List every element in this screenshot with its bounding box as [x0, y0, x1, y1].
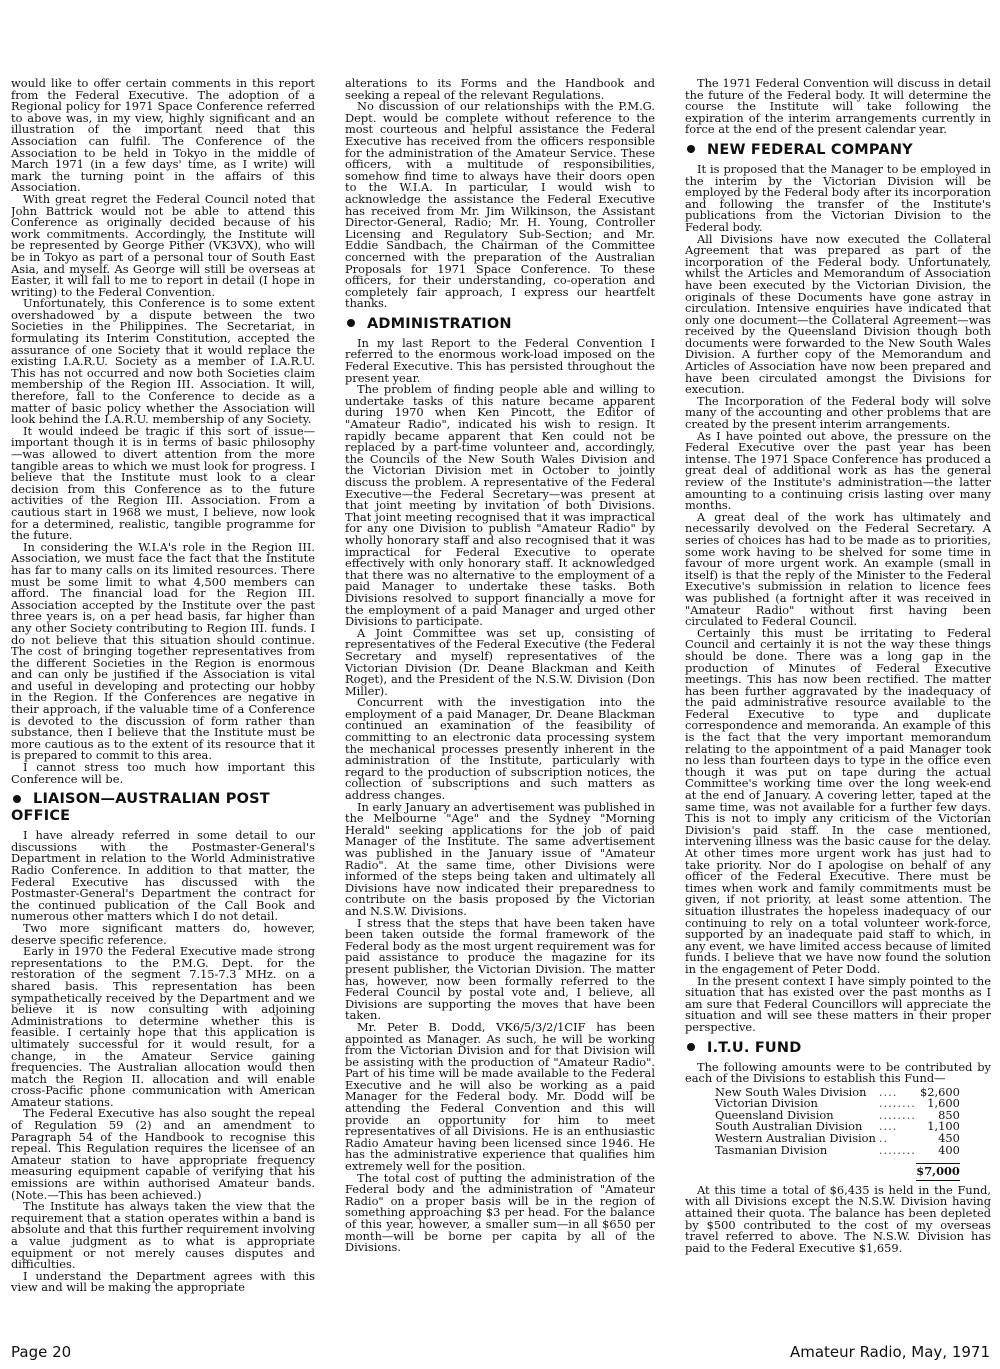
section-heading-text: NEW FEDERAL COMPANY — [707, 141, 913, 158]
publication-info: Amateur Radio, May, 1971 — [789, 1343, 990, 1361]
section-heading-liaison — [11, 791, 315, 825]
paragraph: Concurrent with the investigation into the employment of a paid Manager, Dr. Deane Blackman continued an examination of the feasibility of committing to an electronic data processing system the mechanical processes presently inherent in the administration of the Institute, particularly with regard to the production of subscription notices, the collection of subscriptions and such matters as address changes. — [345, 695, 655, 803]
paragraph: It would indeed be tragic if this sort of issue—important though it is in terms of basic philosophy—was allowed to divert attention from the more tangible areas to which we must look for progress. I believe that the Institute must look to a clear decision from this Conference as to the future activities of the Region III. Association. From a cautious start in 1968 we must, I believe, now look for a determined, realistic, tangible programme for the future. — [11, 423, 315, 543]
division-amount: $2,600 — [920, 1084, 960, 1099]
text-column-3 — [685, 78, 991, 1340]
paragraph: I understand the Department agrees with this view and will be making the appropriate — [11, 1268, 315, 1295]
paragraph: In the present context I have simply pointed to the situation that has existed over the past months as I am sure that Federal Councillors will appreciate the situation and will see these matters in their proper perspective. — [685, 973, 991, 1034]
leader-dots: ........ — [878, 1107, 916, 1122]
paragraph: I cannot stress too much how important this Conference will be. — [11, 760, 315, 786]
paragraph: The Incorporation of the Federal body will solve many of the accounting and other problems that are created by the present interim arrangements. — [685, 393, 991, 432]
section-heading-new-federal-company — [685, 142, 991, 159]
division-amount: 400 — [938, 1142, 960, 1157]
leader-dots: .... — [878, 1084, 898, 1099]
division-name: Victorian Division — [715, 1096, 818, 1111]
paragraph: Unfortunately, this Conference is to some extent overshadowed by a dispute between the two Societies in the Philippines. The Secretariat, in formulating its Interim Constitution, accepted the assurance of one Society that it would replace the existing I.A.R.U. Society as a member of I.A.R.U. This has not occurred and now both Societies claim membership of the Region III. Association. It will, therefore, fall to the Conference to decide as a matter of basic policy whether the Association will look behind the I.A.R.U. membership of any Society. — [11, 296, 315, 427]
paragraph: Early in 1970 the Federal Executive made strong representations to the P.M.G. Dept. for the restoration of the segment 7.15-7.3 MHz. on a shared basis. This representation has been sympathetically received by the Department and we believe it is now consulting with adjoining Administrations to determine whether this is feasible. I certainly hope that this application is ultimately successful for it would result, for a change, in the Amateur Service gaining frequencies. The Australian allocation would then match the Region II. allocation and will enable cross-Pacific phone communication with American Amateur stations. — [11, 944, 315, 1109]
leader-dots: .. — [878, 1131, 889, 1146]
paragraph: Certainly this must be irritating to Federal Council and certainly it is not the way these things should be done. There was a long gap in the production of Minutes of Federal Executive meetings. This has now been rectified. The matter has been further aggravated by the inadequacy of the paid administrative resource available to the Federal Executive to type and duplicate correspondence and memoranda. An example of this is the fact that the very important memorandum relating to the appointment of a paid Manager took no less than fourteen days to type in the office even though it was put on tape during the actual Committee's working time over the long week-end at the end of January. A covering letter, taped at the same time, was not available for a further few days. This is not to imply any criticism of the Victorian Division's paid staff. In the case mentioned, intervening illness was the basic cause for the delay. At other times more urgent work has just had to take priority. Nor do I apologise on behalf of any officer of the Federal Executive. There must be times when work and family commitments must be given, if not priority, at least some attention. The situation illustrates the hopeless inadequacy of our continuing to rely on a total volunteer work-force, supported by an inadequate paid staff to which, in any event, we have limited access because of limited funds. I believe that we have now found the solution in the engagement of Peter Dodd. — [685, 625, 991, 976]
division-amount: 1,600 — [927, 1096, 960, 1111]
section-heading-administration — [345, 316, 655, 333]
paragraph: In my last Report to the Federal Convention I referred to the enormous work-load imposed on the Federal Executive. This has persisted throughout the present year. — [345, 335, 655, 385]
bullet-icon — [347, 319, 355, 327]
bullet-icon — [13, 795, 21, 803]
paragraph: I have already referred in some detail to our discussions with the Postmaster-General's Department in relation to the World Administrative Radio Conference. In addition to that matter, the Federal Executive has discussed with the Postmaster-General's Department the contract for the continued publication of the Call Book and numerous other matters which I do not detail. — [11, 828, 315, 924]
text-column-2 — [345, 78, 655, 1340]
paragraph: alterations to its Forms and the Handbook and seeking a repeal of the relevant Regulations. — [345, 78, 655, 102]
division-amount: 1,100 — [927, 1119, 960, 1134]
division-amount: 850 — [938, 1107, 960, 1122]
division-name: Tasmanian Division — [715, 1142, 828, 1157]
paragraph: The Institute has always taken the view that the requirement that a station operates within a band is absolute and that this further requirement involving a value judgment as to what is appropriate equipment or not merely causes disputes and difficulties. — [11, 1199, 315, 1272]
paragraph: At this time a total of $6,435 is held in the Fund, with all Divisions except the N.S.W. Division having attained their quota. The balance has been depleted by $500 contributed to the cost of my overseas travel referred to above. The N.S.W. Division has paid to the Federal Executive $1,659. — [685, 1182, 991, 1255]
paragraph: The total cost of putting the administration of the Federal body and the administration of "Amateur Radio" on a proper basis will be in the region of something approaching $3 per head. For the balance of this year, however, a smaller sum—in all $650 per month—will be borne per capita by all of the Divisions. — [345, 1170, 655, 1255]
table-row — [715, 1145, 960, 1157]
paragraph: I stress that the steps that have been taken have been taken outside the formal framework of the Federal body as the most urgent requirement was for paid assistance to produce the magazine for its present publisher, the Victorian Division. The matter has, however, now been formally referred to the Federal Council by postal vote and, I believe, all Divisions are supporting the moves that have been taken. — [345, 915, 655, 1023]
division-name: Queensland Division — [715, 1107, 834, 1122]
division-name: New South Wales Division — [715, 1084, 867, 1099]
bullet-icon — [687, 145, 695, 153]
text-column-1 — [11, 78, 315, 1340]
paragraph: A Joint Committee was set up, consisting of representatives of the Federal Executive (the Federal Secretary and myself) representatives of the Victorian Division (Dr. Deane Blackman and Keith Roget), and the President of the N.S.W. Division (Don Miller). — [345, 625, 655, 698]
itu-fund-table — [715, 1084, 960, 1181]
paragraph: It is proposed that the Manager to be employed in the interim by the Victorian Division will be employed by the Federal body after its incorporation and following the transfer of the Institute's publications from the Victorian Division to the Federal body. — [685, 161, 991, 234]
section-heading-text: LIAISON—AUSTRALIAN POST OFFICE — [11, 791, 270, 825]
paragraph: The following amounts were to be contributed by each of the Divisions to establish this Fund— — [685, 1059, 991, 1086]
paragraph: The Federal Executive has also sought the repeal of Regulation 59 (2) and an amendment to Paragraph 54 of the Handbook to recognise this repeal. This Regulation requires the licensee of an Amateur station to have appropriate frequency measuring equipment capable of verifying that his emissions are within authorised Amateur bands. (Note.—This has been achieved.) — [11, 1106, 315, 1202]
bullet-icon — [687, 1043, 695, 1051]
paragraph: Mr. Peter B. Dodd, VK6/5/3/2/1CIF has been appointed as Manager. As such, he will be working from the Victorian Division and for that Division will be assisting with the production of "Amateur Radio". Part of his time will be made available to the Federal Executive and he will also be working as a paid Manager for the Federal body. Mr. Dodd will be attending the Federal Convention and this will provide an opportunity for him to meet representatives of all Divisions. He is an enthusiastic Radio Amateur having been licensed since 1946. He has the administrative experience that qualifies him extremely well for the position. — [345, 1019, 655, 1174]
paragraph: In early January an advertisement was published in the Melbourne "Age" and the Sydney "Morning Herald" seeking applications for the job of paid Manager of the Institute. The same advertisement was published in the January issue of "Amateur Radio". At the same time, other Divisions were informed of the steps being taken and ultimately all Divisions have now indicated their preparedness to contribute on the basis proposed by the Victorian and N.S.W. Divisions. — [345, 799, 655, 918]
paragraph: All Divisions have now executed the Collateral Agreement that was prepared as part of the incorporation of the Federal body. Unfortunately, whilst the Articles and Memorandum of Association have been executed by the Victorian Division, the originals of these Documents have gone astray in circulation. Intensive enquiries have indicated that only one document—the Collateral Agreement—was received by the Queensland Division though both documents were forwarded to the New South Wales Division. A further copy of the Memorandum and Articles of Association have now been prepared and have been circulated amongst the Divisions for execution. — [685, 231, 991, 397]
division-name: Western Australian Division — [715, 1131, 876, 1146]
leader-dots: .... — [878, 1119, 898, 1134]
section-heading-text: I.T.U. FUND — [707, 1039, 802, 1056]
paragraph: No discussion of our relationships with the P.M.G. Dept. would be complete without reference to the most courteous and helpful assistance the Federal Executive has received from the officers responsible for the administration of the Amateur Service. These officers, with a multitude of responsibilities, somehow find time to always have their doors open to the W.I.A. In particular, I would wish to acknowledge the assistance the Federal Executive has received from Mr. Jim Wilkinson, the Assistant Director-General, Radio; Mr. H. Young, Controller Licensing and Regulatory Sub-Section; and Mr. Eddie Sandbach, the Chairman of the Committee concerned with the preparation of the Australian Proposals for 1971 Space Conference. To these officers, for their understanding, co-operation and completely fair approach, I express our heartfelt thanks. — [345, 99, 655, 311]
division-amount: 450 — [938, 1131, 960, 1146]
paragraph: A great deal of the work has ultimately and necessarily devolved on the Federal Secretary. A series of choices has had to be made as to priorities, some work having to be shelved for some time in favour of more urgent work. An example (small in itself) is that the reply of the Minister to the Federal Executive's submission in relation to licence fees was published (a fortnight after it was received in "Amateur Radio" without first having been circulated to Federal Council. — [685, 509, 991, 629]
leader-dots: ........ — [878, 1096, 916, 1111]
paragraph: With great regret the Federal Council noted that John Battrick would not be able to attend this Conference as originally decided because of his work commitments. Accordingly, the Institute will be represented by George Pither (VK3VX), who will be in Tokyo as part of a personal tour of South East Asia, and myself. As George will still be overseas at Easter, it will fall to me to report in detail (I hope in writing) to the Federal Convention. — [11, 191, 315, 299]
paragraph: The problem of finding people able and willing to undertake tasks of this nature became apparent during 1970 when Ken Pincott, the Editor of "Amateur Radio", indicated his wish to resign. It rapidly became apparent that Ken could not be replaced by a part-time volunteer and, accordingly, the Councils of the New South Wales Division and the Victorian Division met in October to jointly discuss the problem. A representative of the Federal Executive—the Federal Secretary—was present at that joint meeting by invitation of both Divisions. That joint meeting recognised that it was impractical for any one Division to publish "Amateur Radio" by wholly honorary staff and also recognised that it was impractical for Federal Executive to operate effectively with only honorary staff. It acknowledged that there was no alternative to the employment of a paid Manager to undertake these tasks. Both Divisions resolved to support financially a move for the employment of a paid Manager and urged other Divisions to participate. — [345, 382, 655, 629]
section-heading-itu-fund — [685, 1040, 991, 1057]
paragraph: In considering the W.I.A's role in the Region III. Association, we must face the fact that the Institute has far to many calls on its limited resources. There must be some limit to what 4,500 members can afford. The financial load for the Region III. Association accepted by the Institute over the past three years is, on a per head basis, far higher than any other Society contributing to Region III. funds. I do not believe that this situation should continue. The cost of bringing together representatives from the different Societies in the Region is enormous and can only be justified if the Association is vital and useful in developing and protecting our hobby in the Region. If the Conferences are negative in their approach, if the valuable time of a Conference is devoted to the discussion of form rather than substance, then I believe that the Institute must be more cautious as to the extent of its resource that it is prepared to commit to this area. — [11, 539, 315, 763]
page-number: Page 20 — [11, 1343, 72, 1361]
paragraph: As I have pointed out above, the pressure on the Federal Executive over the past year has been intense. The 1971 Space Conference has produced a great deal of additional work as has the general review of the Institute's administration—the latter amounting to a continuing crisis lasting over many months. — [685, 428, 991, 513]
division-name: South Australian Division — [715, 1119, 863, 1134]
leader-dots: ........ — [878, 1142, 916, 1157]
fund-total: $7,000 — [916, 1164, 960, 1181]
paragraph: would like to offer certain comments in this report from the Federal Executive. The adoption of a Regional policy for 1971 Space Conference referred to above was, in my view, highly significant and an illustration of the important need that this Association can fulfil. The Conference of the Association to be held in Tokyo in the middle of March 1971 (in a few days' time, as I write) will mark the turning point in the affairs of this Association. — [11, 78, 315, 195]
paragraph: The 1971 Federal Convention will discuss in detail the future of the Federal body. It will determine the course the Institute will take following the expiration of the interim arrangements currently in force at the end of the present calendar year. — [685, 78, 991, 137]
table-total-row — [715, 1164, 960, 1181]
table-spacer — [715, 1156, 960, 1164]
section-heading-text: ADMINISTRATION — [367, 315, 512, 332]
paragraph: Two more significant matters do, however, deserve specific reference. — [11, 920, 315, 947]
